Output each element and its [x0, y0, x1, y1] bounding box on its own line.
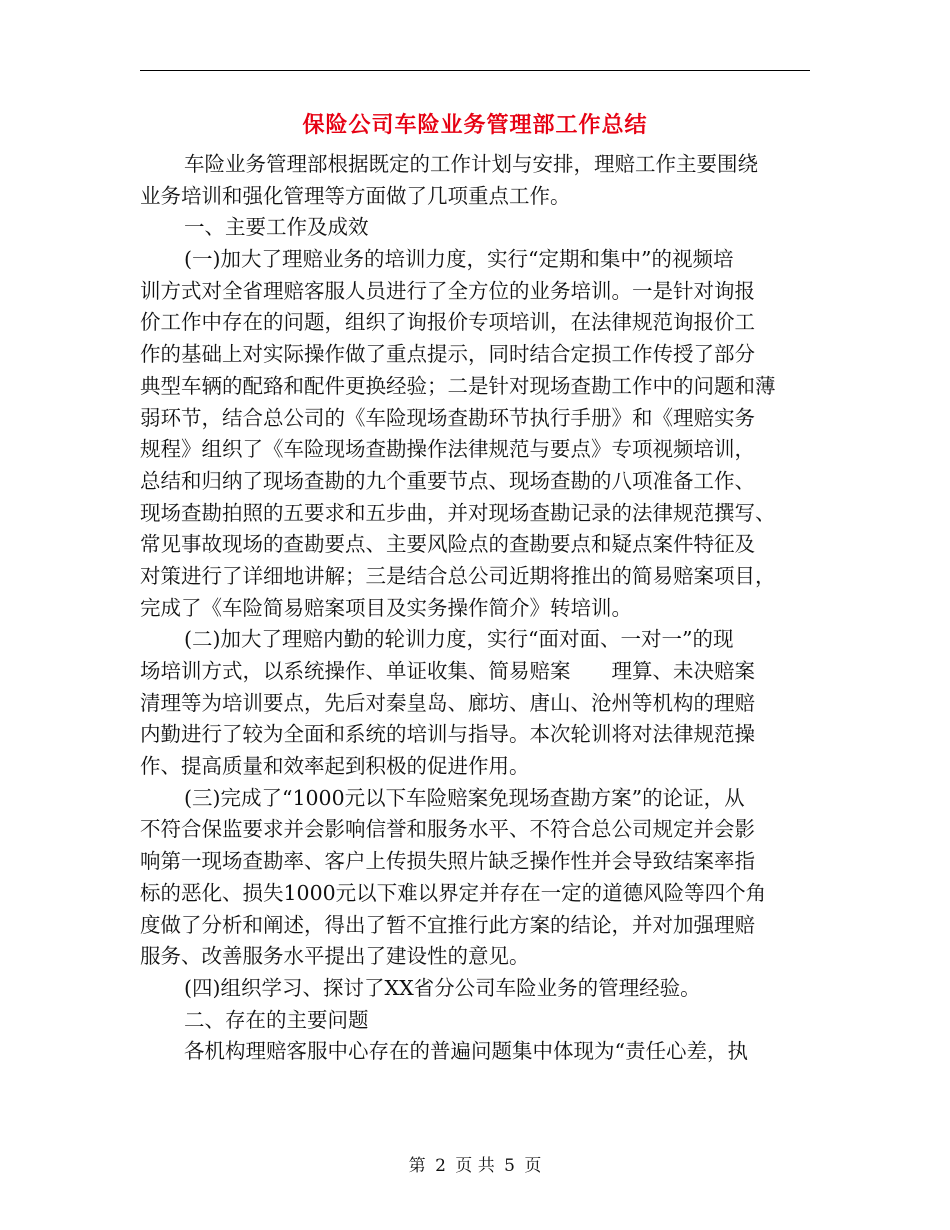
text-line: 完成了《车险简易赔案项目及实务操作简介》转培训。	[140, 595, 632, 620]
text-line: 总结和归纳了现场查勘的九个重要节点、现场查勘的八项准备工作、	[140, 468, 755, 493]
text-line: (二)加大了理赔内勤的轮训力度，实行“面对面、一对一”的现	[184, 627, 734, 652]
header-rule	[140, 70, 810, 71]
text-line: 价工作中存在的问题，组织了询报价专项培训，在法律规范询报价工	[140, 310, 755, 335]
footer-total-pages: 5	[504, 1156, 515, 1176]
text-line: 业务培训和强化管理等方面做了几项重点工作。	[140, 183, 571, 208]
text-line: 弱环节，结合总公司的《车险现场查勘环节执行手册》和《理赔实务	[140, 405, 755, 430]
text-line: 规程》组织了《车险现场查勘操作法律规范与要点》专项视频培训，	[140, 437, 755, 462]
text-line: 典型车辆的配臵和配件更换经验；二是针对现场查勘工作中的问题和薄	[140, 373, 776, 398]
text-line: 场培训方式，以系统操作、单证收集、简易赔案 理算、未决赔案	[140, 659, 755, 683]
footer-prefix: 第	[408, 1156, 426, 1176]
text-line: 内勤进行了较为全面和系统的培训与指导。本次轮训将对法律规范操	[140, 722, 755, 747]
text-line: 一、主要工作及成效	[184, 215, 369, 240]
text-line: 度做了分析和阐述，得出了暂不宜推行此方案的结论，并对加强理赔	[140, 912, 755, 937]
footer-page-number: 2	[435, 1156, 446, 1176]
text-line: (四)组织学习、探讨了XX省分公司车险业务的管理经验。	[184, 975, 701, 1000]
text-line: 作、提高质量和效率起到积极的促进作用。	[140, 754, 530, 779]
text-line: 响第一现场查勘率、客户上传损失照片缺乏操作性并会导致结案率指	[140, 849, 755, 874]
text-line: 服务、改善服务水平提出了建设性的意见。	[140, 944, 530, 969]
text-line: 车险业务管理部根据既定的工作计划与安排，理赔工作主要围绕	[184, 152, 758, 176]
text-line: 二、存在的主要问题	[184, 1007, 369, 1032]
text-line: 作的基础上对实际操作做了重点提示，同时结合定损工作传授了部分	[140, 342, 755, 367]
text-line: 对策进行了详细地讲解；三是结合总公司近期将推出的简易赔案项目，	[140, 563, 776, 588]
footer-suffix: 页	[524, 1156, 542, 1176]
text-line: 现场查勘拍照的五要求和五步曲，并对现场查勘记录的法律规范撰写、	[140, 500, 776, 525]
text-line: (一)加大了理赔业务的培训力度，实行“定期和集中”的视频培	[184, 247, 734, 272]
text-line: 标的恶化、损失1000元以下难以界定并存在一定的道德风险等四个角	[140, 880, 767, 905]
text-line: 常见事故现场的查勘要点、主要风险点的查勘要点和疑点案件特征及	[140, 532, 755, 557]
document-title: 保险公司车险业务管理部工作总结	[302, 112, 648, 138]
text-line: 各机构理赔客服中心存在的普遍问题集中体现为“责任心差，执	[184, 1039, 748, 1064]
text-line: (三)完成了“1000元以下车险赔案免现场查勘方案”的论证，从	[184, 785, 745, 810]
text-line: 清理等为培训要点，先后对秦皇岛、廊坊、唐山、沧州等机构的理赔	[140, 690, 755, 715]
footer-mid: 页 共	[455, 1156, 495, 1176]
text-line: 训方式对全省理赔客服人员进行了全方位的业务培训。一是针对询报	[140, 278, 755, 303]
document-body	[140, 149, 810, 1068]
page-footer	[140, 1154, 810, 1178]
text-line: 不符合保监要求并会影响信誉和服务水平、不符合总公司规定并会影	[140, 817, 755, 842]
